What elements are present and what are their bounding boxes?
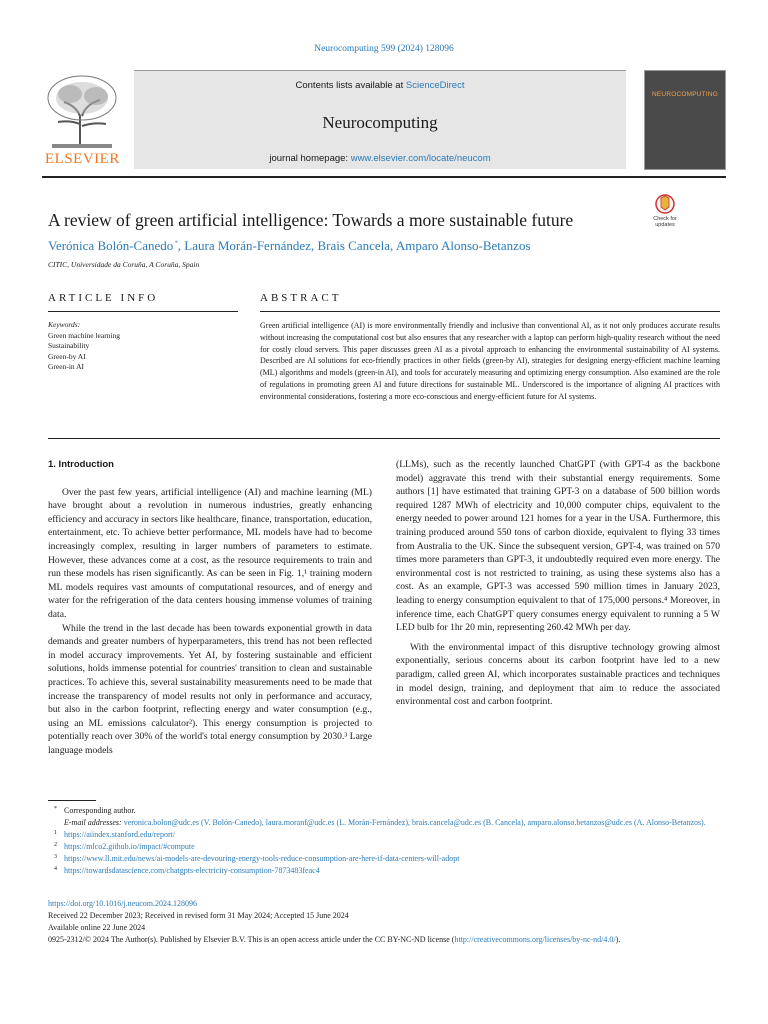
license-statement: 0925-2312/© 2024 The Author(s). Published by Elsevier B.V. This is an open access article under the CC BY-NC-ND license (http://creativecommons.org/licenses/by-nc-nd/4.0/).: [48, 935, 621, 944]
online-date: Available online 22 June 2024: [48, 923, 146, 932]
keyword-item: Green-in AI: [48, 362, 85, 371]
contents-line: Contents lists available at ScienceDirect: [295, 80, 465, 91]
journal-homepage: journal homepage: www.elsevier.com/locate/neucom: [269, 153, 491, 164]
journal-banner: [134, 70, 626, 169]
check-updates-icon: [655, 194, 675, 214]
keywords-block: [48, 320, 228, 373]
footnote-item: 1 https://aiindex.stanford.edu/report/: [54, 830, 176, 839]
footnote-item: 2 https://mlco2.github.io/impact/#compute: [54, 842, 195, 851]
keyword-item: Sustainability: [48, 341, 90, 350]
journal-cover-thumbnail[interactable]: [644, 70, 726, 170]
footnote-link[interactable]: https://mlco2.github.io/impact/#compute: [64, 842, 195, 851]
paragraph: (LLMs), such as the recently launched ChatGPT (with GPT-4 as the backbone model) aggravate this trend with their substantial energy requirements. Some authors [1] have estimated that training GPT-3 on a database of 500 billion words required 1287 MWh of electricity and 10,000 computer chips, equivalent to the energy needed to power around 121 homes for a year in the USA. Furthermore, this training produced around 550 tons of carbon dioxide, equivalent to flying 33 times from Australia to the UK. Since the subsequent version, GPT-4, was trained on 570 times more parameters than GPT-3, it undoubtedly required even more energy. The environmental cost is not restricted to training, as using these systems also has a cost. As an example, GPT-3 was accessed 590 million times in January 2023, leading to energy consumption equivalent to that of 175,000 persons.⁴ Moreover, in inference time, each ChatGPT query consumes energy equivalent to running a 5 W LED bulb for 1hr 20 min, representing 260.42 MWh per day.: [396, 459, 720, 634]
paragraph: With the environmental impact of this disruptive technology growing almost exponentially, serious concerns about its carbon footprint have led to a new paradigm, called green AI, which incorporates sustainable practices and techniques in model design, training, and deployment that aim to reduce the associated environmental cost and carbon footprint.: [396, 641, 720, 708]
article-info-rule: [48, 311, 238, 312]
keyword-item: Green-by AI: [48, 351, 86, 361]
footnote-rule: [48, 800, 96, 801]
journal-header: [42, 68, 726, 172]
footnote-link[interactable]: https://towardsdatascience.com/chatgpts-electricity-consumption-7873483feac4: [64, 866, 320, 875]
author-list: Verónica Bolón-Canedo *, Laura Morán-Fernández, Brais Cancela, Amparo Alonso-Betanzos: [48, 238, 531, 253]
left-column: [48, 458, 372, 757]
author-link[interactable]: Laura Morán-Fernández: [184, 238, 311, 253]
footnote-item: 3 https://www.ll.mit.edu/news/ai-models-are-devouring-energy-tools-reduce-consumption-are-here-if-data-centers-will-adopt: [54, 854, 460, 863]
email-addresses: E-mail addresses: veronica.bolon@udc.es (V. Bolón-Canedo), laura.moranf@udc.es (L. Morán-Fernández), brais.cancela@udc.es (B. Cancela), amparo.alonso.betanzos@udc.es (A. Alonso-Betanzos).: [64, 818, 706, 827]
abstract-text: Green artificial intelligence (AI) is more environmentally friendly and inclusive than conventional AI, as it not only produces accurate results without increasing the computational cost but also ensures that any researcher with a laptop can perform high-quality research without the need for costly cloud servers. This paper discusses green AI as a pivotal approach to enhancing the environmental sustainability of AI systems. Described are AI solutions for eco-friendly practices in other fields (green-by AI), strategies for designing energy-efficient machine learning (ML) algorithms and models (green-in AI), and tools for accurately measuring and optimizing energy consumption. Also examined are the role of regulations in promoting green AI and future directions for sustainable ML. Underscored is the importance of aligning AI practices with environmental considerations, fostering a more eco-conscious and energy-efficient future for AI systems.: [260, 321, 720, 401]
email-links[interactable]: veronica.bolon@udc.es (V. Bolón-Canedo), laura.moranf@udc.es (L. Morán-Fernández), brais.cancela@udc.es (B. Cancela), amparo.alonso.betanzos@udc.es (A. Alonso-Betanzos).: [123, 818, 706, 827]
paragraph: While the trend in the last decade has been towards exponential growth in data demands and greater numbers of hyperparameters, this trend has not been reflected in model accuracy improvements. Yet AI, by fostering sustainable and efficient solutions, holds immense potential for countries' transition to clean and sustainable practices. To achieve this, several sustainability measurements need to be made that increase the transparency of model results not only in performance and accuracy, but also in the carbon footprint, reflecting energy and water consumption (e.g., using an ML emissions calculator²). This energy consumption is projected to potentially reach over 30% of the world's total energy consumption by 2030.³ Large language models: [48, 622, 372, 756]
homepage-link[interactable]: www.elsevier.com/locate/neucom: [350, 153, 491, 164]
author-link[interactable]: Brais Cancela: [317, 238, 391, 253]
cover-title: NEUROCOMPUTING: [652, 91, 718, 98]
elsevier-logo[interactable]: [42, 72, 130, 168]
section-heading: 1. Introduction: [48, 459, 114, 470]
journal-citation[interactable]: Neurocomputing 599 (2024) 128096: [314, 44, 454, 54]
paragraph: Over the past few years, artificial intelligence (AI) and machine learning (ML) have brought about a revolution in numerous industries, greatly enhancing efficiency and accuracy in sectors like healthcare, finance, transportation, education, entertainment, etc. To achieve better performance, ML models have had to become increasingly complex, resulting in larger numbers of parameters to estimate. However, these advances come at a cost, as the resource requirements to train and run these models has risen significantly. As can be seen in Fig. 1,¹ training modern ML models requires vast amounts of computational resources, and of energy and water for the refrigeration of the data centers housing immense volumes of training data.: [48, 486, 372, 620]
corresponding-mark[interactable]: *: [173, 240, 178, 247]
footnote-link[interactable]: https://www.ll.mit.edu/news/ai-models-are-devouring-energy-tools-reduce-consumption-are-here-if-data-centers-will-adopt: [64, 854, 460, 863]
keyword-item: Green machine learning: [48, 330, 121, 340]
received-dates: Received 22 December 2023; Received in revised form 31 May 2024; Accepted 15 June 2024: [48, 911, 349, 920]
keywords-label: Keywords:: [48, 320, 81, 329]
author-link[interactable]: Verónica Bolón-Canedo: [48, 238, 174, 253]
corresponding-author-note: * Corresponding author.: [54, 806, 136, 815]
doi-link[interactable]: https://doi.org/10.1016/j.neucom.2024.128096: [48, 899, 197, 908]
check-for-updates-badge[interactable]: [648, 194, 682, 230]
footnotes: [48, 805, 728, 877]
license-link[interactable]: http://creativecommons.org/licenses/by-nc-nd/4.0/: [454, 935, 616, 944]
journal-name: Neurocomputing: [322, 113, 438, 132]
footnote-link[interactable]: https://aiindex.stanford.edu/report/: [64, 830, 176, 839]
abstract-heading: ABSTRACT: [260, 292, 342, 304]
elsevier-tree-icon: [42, 72, 122, 150]
header-rule: [42, 176, 726, 178]
elsevier-wordmark: ELSEVIER: [45, 151, 120, 167]
affiliation: CITIC, Universidade da Coruña, A Coruña, Spain: [48, 260, 200, 269]
article-metadata: [48, 898, 728, 946]
right-column: [396, 458, 720, 709]
article-info-heading: ARTICLE INFO: [48, 292, 159, 304]
article-title: A review of green artificial intelligence: Towards a more sustainable future: [48, 210, 574, 230]
footnote-item: 4 https://towardsdatascience.com/chatgpts-electricity-consumption-7873483feac4: [54, 866, 320, 875]
abstract-rule: [260, 311, 720, 312]
sciencedirect-link[interactable]: ScienceDirect: [405, 80, 465, 91]
check-updates-label: Check for updates: [653, 216, 677, 228]
author-link[interactable]: Amparo Alonso-Betanzos: [395, 238, 531, 253]
abstract-bottom-rule: [48, 438, 720, 439]
